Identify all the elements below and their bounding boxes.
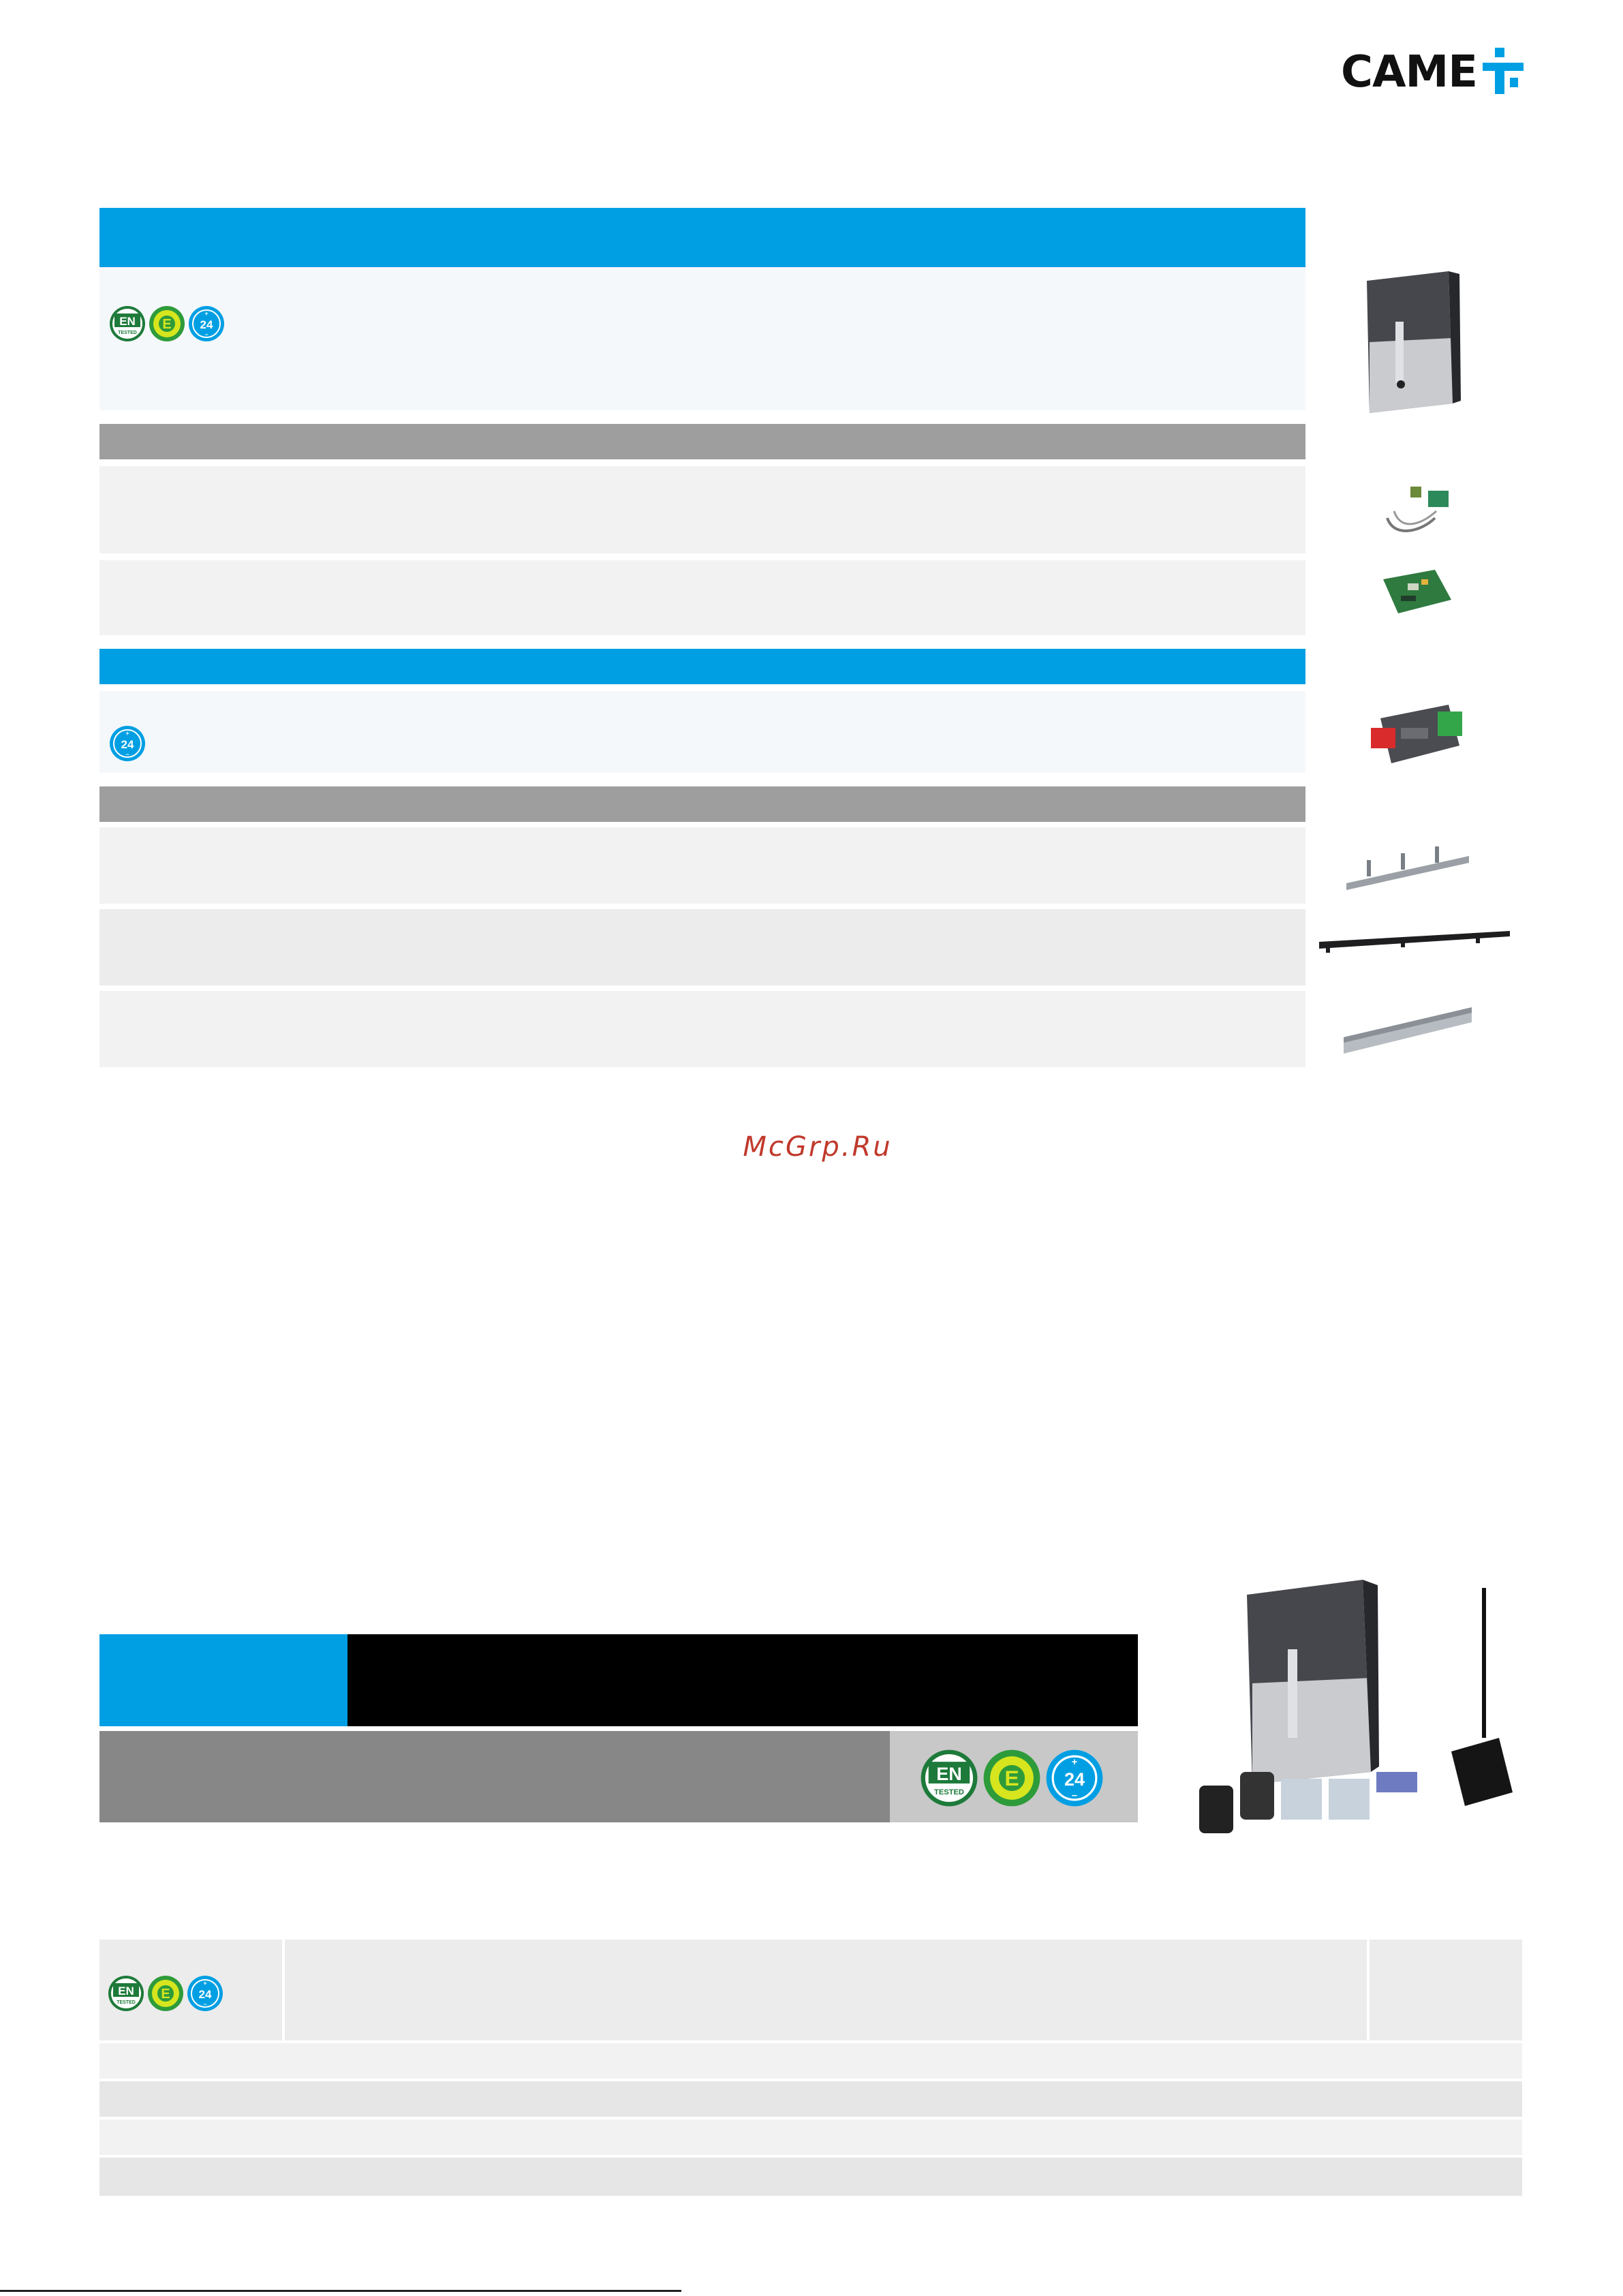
accessory-row-2 [99, 560, 1305, 635]
accessory-row-4 [99, 909, 1305, 985]
footer-rule [0, 2290, 681, 2292]
kit-table-header-row [99, 1940, 1522, 2040]
en-tested-icon-small [108, 1975, 144, 2012]
battery-module-image [1367, 698, 1469, 773]
en-text: EN [119, 315, 136, 328]
kit-table-row-4 [99, 2158, 1522, 2196]
v24-plus: + [204, 310, 208, 317]
energy-icon [149, 305, 185, 342]
section-header-blue [99, 208, 1305, 267]
section-header-blue-2 [99, 649, 1305, 684]
v24-value: 24 [1064, 1769, 1085, 1790]
tested-text: TESTED [117, 2000, 136, 2005]
accessories-header-gray-2 [99, 786, 1305, 822]
kit-table-row-1 [99, 2043, 1522, 2079]
v24-minus: − [203, 2001, 207, 2008]
energy-icon-large [983, 1749, 1041, 1807]
black-rack-image [1312, 921, 1517, 962]
accessories-header-gray [99, 424, 1305, 459]
v24-icon-2 [109, 725, 146, 762]
en-text: EN [118, 1985, 134, 1997]
v24-icon-large [1045, 1749, 1104, 1807]
v24-plus: + [203, 1980, 207, 1987]
kit-subheader-gray [99, 1731, 890, 1822]
v24-value: 24 [121, 738, 134, 751]
brand-name: CAME [1341, 47, 1477, 97]
electronic-board-image [1380, 566, 1455, 620]
logo-mark-icon [1483, 48, 1524, 94]
tested-text: TESTED [118, 331, 137, 335]
v24-plus: + [125, 730, 129, 737]
v24-plus: + [1071, 1756, 1078, 1768]
cable-kit-image [1380, 477, 1455, 538]
kit-header-black-block [347, 1634, 1138, 1726]
kit-product-image [1179, 1567, 1519, 1840]
v24-icon [188, 305, 225, 342]
kit-header-blue-block [99, 1634, 347, 1726]
kit-table-row-3 [99, 2119, 1522, 2155]
tested-text: TESTED [934, 1788, 964, 1796]
v24-value: 24 [198, 1988, 212, 2001]
gate-operator-image [1360, 267, 1462, 417]
energy-letter: E [161, 1987, 170, 2002]
v24-minus: − [204, 331, 208, 338]
en-tested-icon [109, 305, 146, 342]
energy-letter: E [162, 317, 172, 332]
energy-icon-small [147, 1975, 184, 2012]
product-row-main [99, 267, 1305, 410]
en-text: EN [936, 1763, 962, 1785]
rack-with-brackets-image [1340, 836, 1476, 897]
accessory-row-5 [99, 991, 1305, 1067]
v24-value: 24 [200, 318, 213, 331]
came-logo [1341, 46, 1525, 98]
v24-minus: − [1071, 1790, 1078, 1802]
v24-minus: − [125, 751, 129, 758]
watermark: McGrp.Ru [743, 1131, 893, 1163]
v24-icon-small [187, 1975, 223, 2012]
steel-rack-image [1340, 992, 1476, 1060]
accessory-row-1 [99, 466, 1305, 553]
product-row-second [99, 691, 1305, 773]
kit-table-row-2 [99, 2081, 1522, 2117]
energy-letter: E [1004, 1766, 1019, 1791]
en-tested-icon-large [920, 1749, 978, 1807]
accessory-row-3 [99, 827, 1305, 904]
